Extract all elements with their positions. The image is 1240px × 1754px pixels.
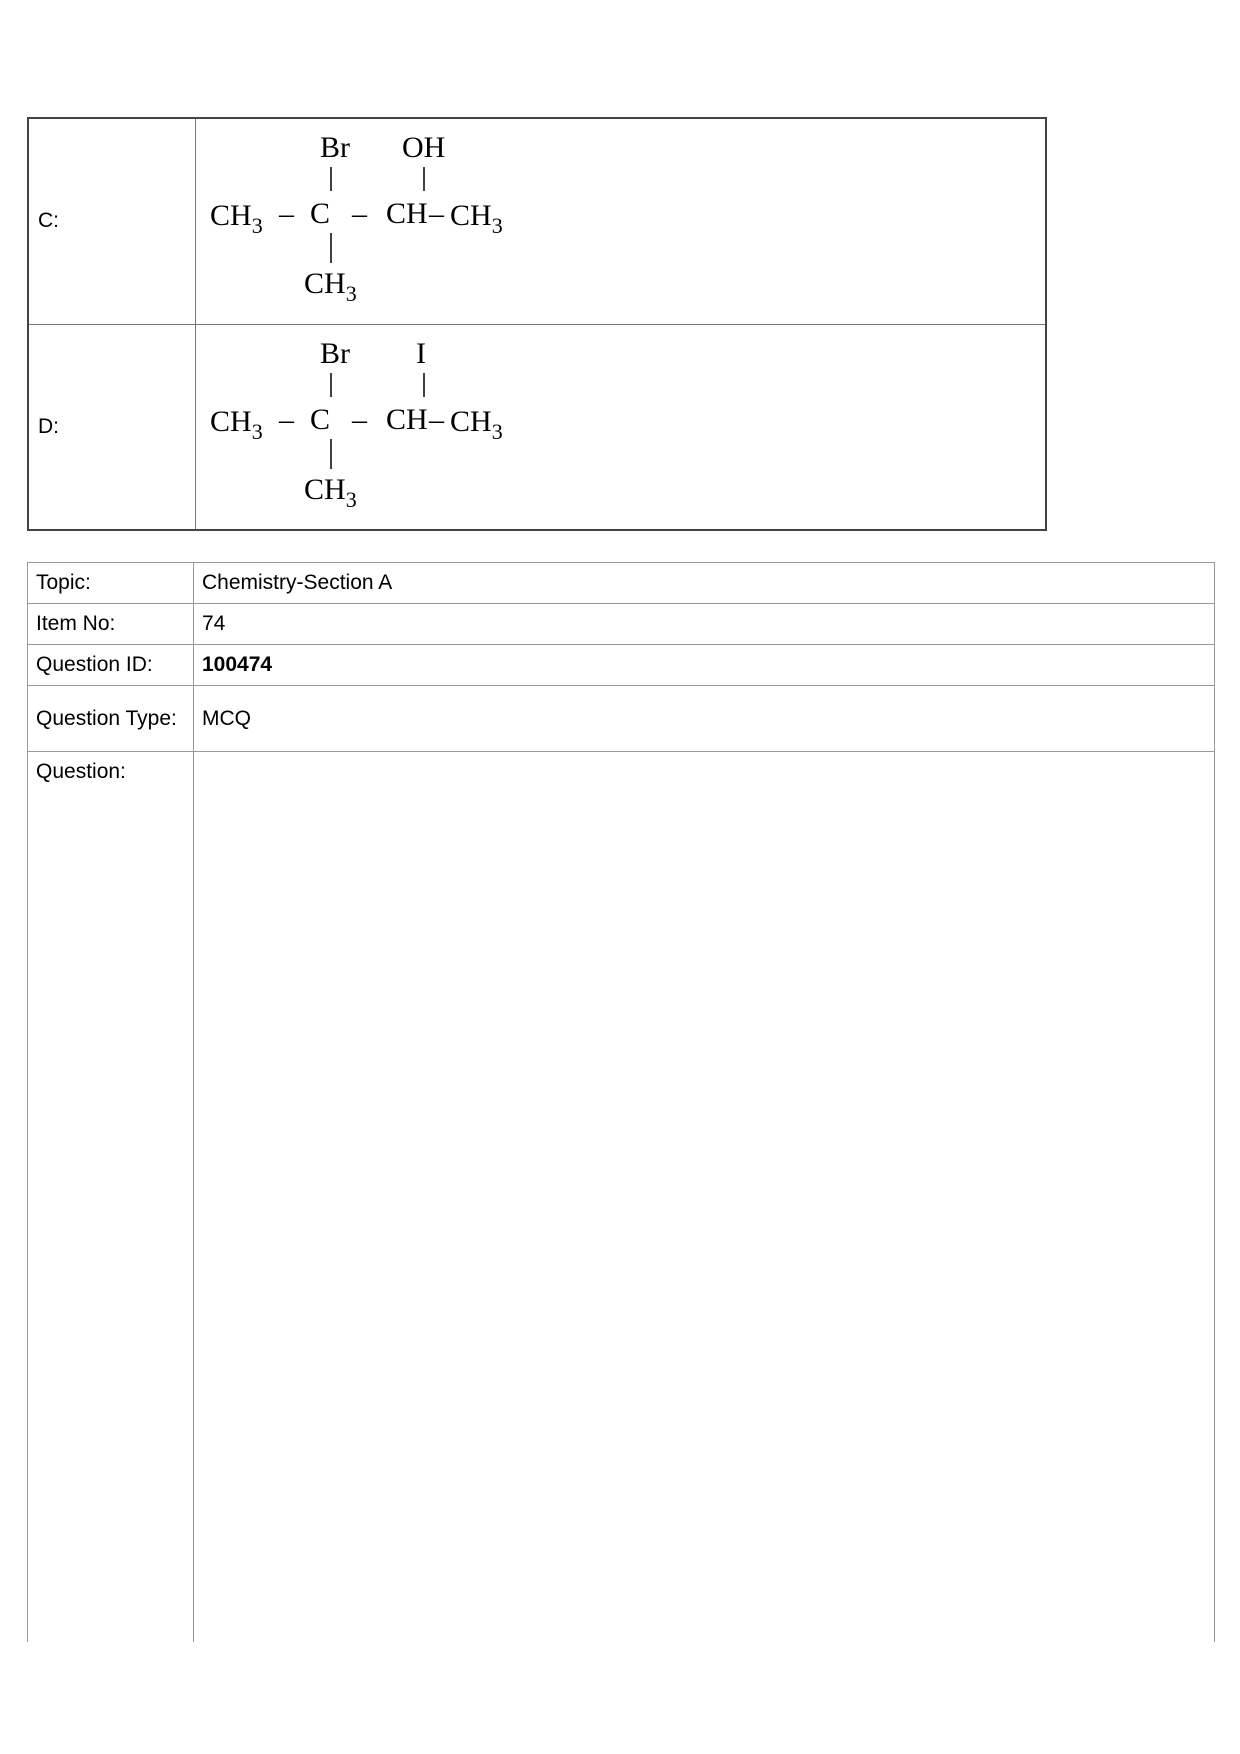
bond-middle: – <box>351 402 367 436</box>
question-label: Question: <box>28 752 194 1643</box>
topic-label: Topic: <box>28 563 194 604</box>
row-question <box>28 752 1215 1643</box>
option-row-c <box>28 118 1046 324</box>
group-ch3-left: $CH_3$ <box>209 199 263 239</box>
option-formula-cell <box>195 118 1046 324</box>
substituent-top-right: I <box>415 336 426 370</box>
option-label: C: <box>28 118 195 324</box>
bond-left: – <box>278 402 294 436</box>
question-type-value: MCQ <box>194 686 1215 752</box>
group-ch-right: CH <box>385 197 428 231</box>
substituent-top-left: Br <box>319 336 350 370</box>
topic-value: Chemistry-Section A <box>194 563 1215 604</box>
group-ch3-bottom: $CH_3$ <box>303 267 357 307</box>
option-row-d <box>28 324 1046 530</box>
group-ch3-right: $CH_3$ <box>449 404 503 444</box>
central-carbon: C <box>309 402 330 436</box>
group-ch3-bottom: $CH_3$ <box>303 472 357 512</box>
item-no-label: Item No: <box>28 604 194 645</box>
row-item-no <box>28 604 1215 645</box>
row-question-id <box>28 645 1215 686</box>
question-id-label: Question ID: <box>28 645 194 686</box>
structural-formula-c <box>202 121 582 321</box>
group-ch3-right: $CH_3$ <box>449 199 503 239</box>
option-label: D: <box>28 324 195 530</box>
question-type-label: Question Type: <box>28 686 194 752</box>
bond-right: – <box>428 402 444 436</box>
substituent-top-right: OH <box>401 131 445 165</box>
options-table <box>27 117 1047 531</box>
group-ch3-left: $CH_3$ <box>209 404 263 444</box>
bond-right: – <box>428 197 444 231</box>
row-question-type <box>28 686 1215 752</box>
bond-middle: – <box>351 197 367 231</box>
question-body <box>194 752 1215 1643</box>
central-carbon: C <box>309 197 330 231</box>
question-metadata-table <box>27 562 1215 1642</box>
bond-left: – <box>278 197 294 231</box>
group-ch-right: CH <box>385 402 428 436</box>
question-id-value: 100474 <box>194 645 1215 686</box>
row-topic <box>28 563 1215 604</box>
substituent-top-left: Br <box>319 131 350 165</box>
option-formula-cell <box>195 324 1046 530</box>
structural-formula-d <box>202 327 582 527</box>
item-no-value: 74 <box>194 604 1215 645</box>
